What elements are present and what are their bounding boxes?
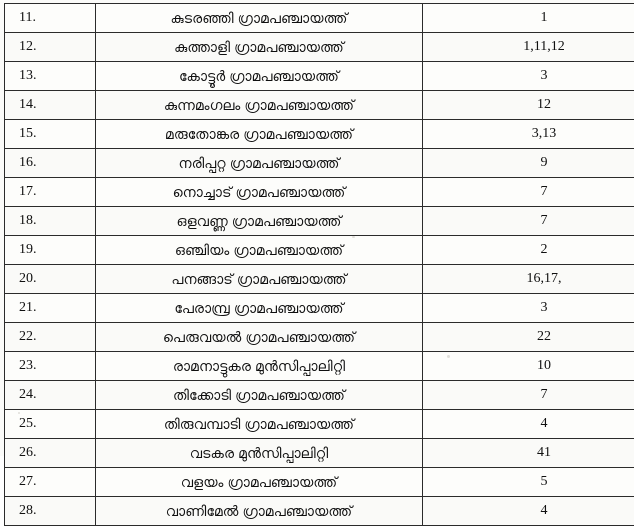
row-serial: 26. xyxy=(5,439,96,468)
table-row xyxy=(5,294,634,323)
row-serial: 22. xyxy=(5,323,96,352)
table-row xyxy=(5,4,634,33)
row-ward-number: 7 xyxy=(423,381,634,410)
row-local-body-name: മരുതോങ്കര ഗ്രാമപഞ്ചായത്ത് xyxy=(96,120,423,149)
table-row xyxy=(5,381,634,410)
table-row xyxy=(5,178,634,207)
table-body xyxy=(5,4,634,526)
row-local-body-name: വടകര മുൻസിപ്പാലിറ്റി xyxy=(96,439,423,468)
table-row xyxy=(5,497,634,526)
row-local-body-name: പെരുവയൽ ഗ്രാമപഞ്ചായത്ത് xyxy=(96,323,423,352)
row-serial: 12. xyxy=(5,33,96,62)
row-serial: 14. xyxy=(5,91,96,120)
row-ward-number: 16,17, xyxy=(423,265,634,294)
row-local-body-name: കോട്ടൂർ ഗ്രാമപഞ്ചായത്ത് xyxy=(96,62,423,91)
row-local-body-name: കുത്താളി ഗ്രാമപഞ്ചായത്ത് xyxy=(96,33,423,62)
row-local-body-name: പനങ്ങാട് ഗ്രാമപഞ്ചായത്ത് xyxy=(96,265,423,294)
row-ward-number: 9 xyxy=(423,149,634,178)
table-row xyxy=(5,91,634,120)
row-ward-number: 22 xyxy=(423,323,634,352)
row-serial: 13. xyxy=(5,62,96,91)
row-serial: 23. xyxy=(5,352,96,381)
row-local-body-name: നൊച്ചാട് ഗ്രാമപഞ്ചായത്ത് xyxy=(96,178,423,207)
row-serial: 27. xyxy=(5,468,96,497)
row-serial: 15. xyxy=(5,120,96,149)
table-row xyxy=(5,410,634,439)
row-serial: 18. xyxy=(5,207,96,236)
table-row xyxy=(5,120,634,149)
row-local-body-name: വാണിമേൽ ഗ്രാമപഞ്ചായത്ത് xyxy=(96,497,423,526)
row-serial: 25. xyxy=(5,410,96,439)
row-local-body-name: കുന്നമംഗലം ഗ്രാമപഞ്ചായത്ത് xyxy=(96,91,423,120)
table-row xyxy=(5,352,634,381)
table-row xyxy=(5,323,634,352)
row-ward-number: 1 xyxy=(423,4,634,33)
row-ward-number: 7 xyxy=(423,178,634,207)
table-row xyxy=(5,62,634,91)
row-ward-number: 10 xyxy=(423,352,634,381)
table-row xyxy=(5,236,634,265)
row-local-body-name: കുടരഞ്ഞി ഗ്രാമപഞ്ചായത്ത് xyxy=(96,4,423,33)
row-local-body-name: വളയം ഗ്രാമപഞ്ചായത്ത് xyxy=(96,468,423,497)
row-local-body-name: തിരുവമ്പാടി ഗ്രാമപഞ്ചായത്ത് xyxy=(96,410,423,439)
row-ward-number: 41 xyxy=(423,439,634,468)
row-ward-number: 4 xyxy=(423,497,634,526)
row-ward-number: 1,11,12 xyxy=(423,33,634,62)
table-row xyxy=(5,207,634,236)
row-ward-number: 3 xyxy=(423,62,634,91)
row-serial: 21. xyxy=(5,294,96,323)
row-local-body-name: തിക്കോടി ഗ്രാമപഞ്ചായത്ത് xyxy=(96,381,423,410)
row-ward-number: 3 xyxy=(423,294,634,323)
row-local-body-name: ഒഞ്ചിയം ഗ്രാമപഞ്ചായത്ത് xyxy=(96,236,423,265)
row-serial: 17. xyxy=(5,178,96,207)
row-ward-number: 4 xyxy=(423,410,634,439)
row-ward-number: 5 xyxy=(423,468,634,497)
row-local-body-name: പേരാമ്പ്ര ഗ്രാമപഞ്ചായത്ത് xyxy=(96,294,423,323)
table-row xyxy=(5,33,634,62)
table-row xyxy=(5,468,634,497)
row-ward-number: 3,13 xyxy=(423,120,634,149)
row-serial: 24. xyxy=(5,381,96,410)
row-local-body-name: ഒളവണ്ണ ഗ്രാമപഞ്ചായത്ത് xyxy=(96,207,423,236)
row-ward-number: 12 xyxy=(423,91,634,120)
row-ward-number: 2 xyxy=(423,236,634,265)
table-row xyxy=(5,265,634,294)
row-serial: 28. xyxy=(5,497,96,526)
row-serial: 20. xyxy=(5,265,96,294)
row-serial: 11. xyxy=(5,4,96,33)
row-local-body-name: രാമനാട്ടുകര മുൻസിപ്പാലിറ്റി xyxy=(96,352,423,381)
local-body-table xyxy=(4,3,634,526)
row-serial: 16. xyxy=(5,149,96,178)
table-row xyxy=(5,439,634,468)
table-row xyxy=(5,149,634,178)
row-local-body-name: നരിപ്പറ്റ ഗ്രാമപഞ്ചായത്ത് xyxy=(96,149,423,178)
row-serial: 19. xyxy=(5,236,96,265)
row-ward-number: 7 xyxy=(423,207,634,236)
